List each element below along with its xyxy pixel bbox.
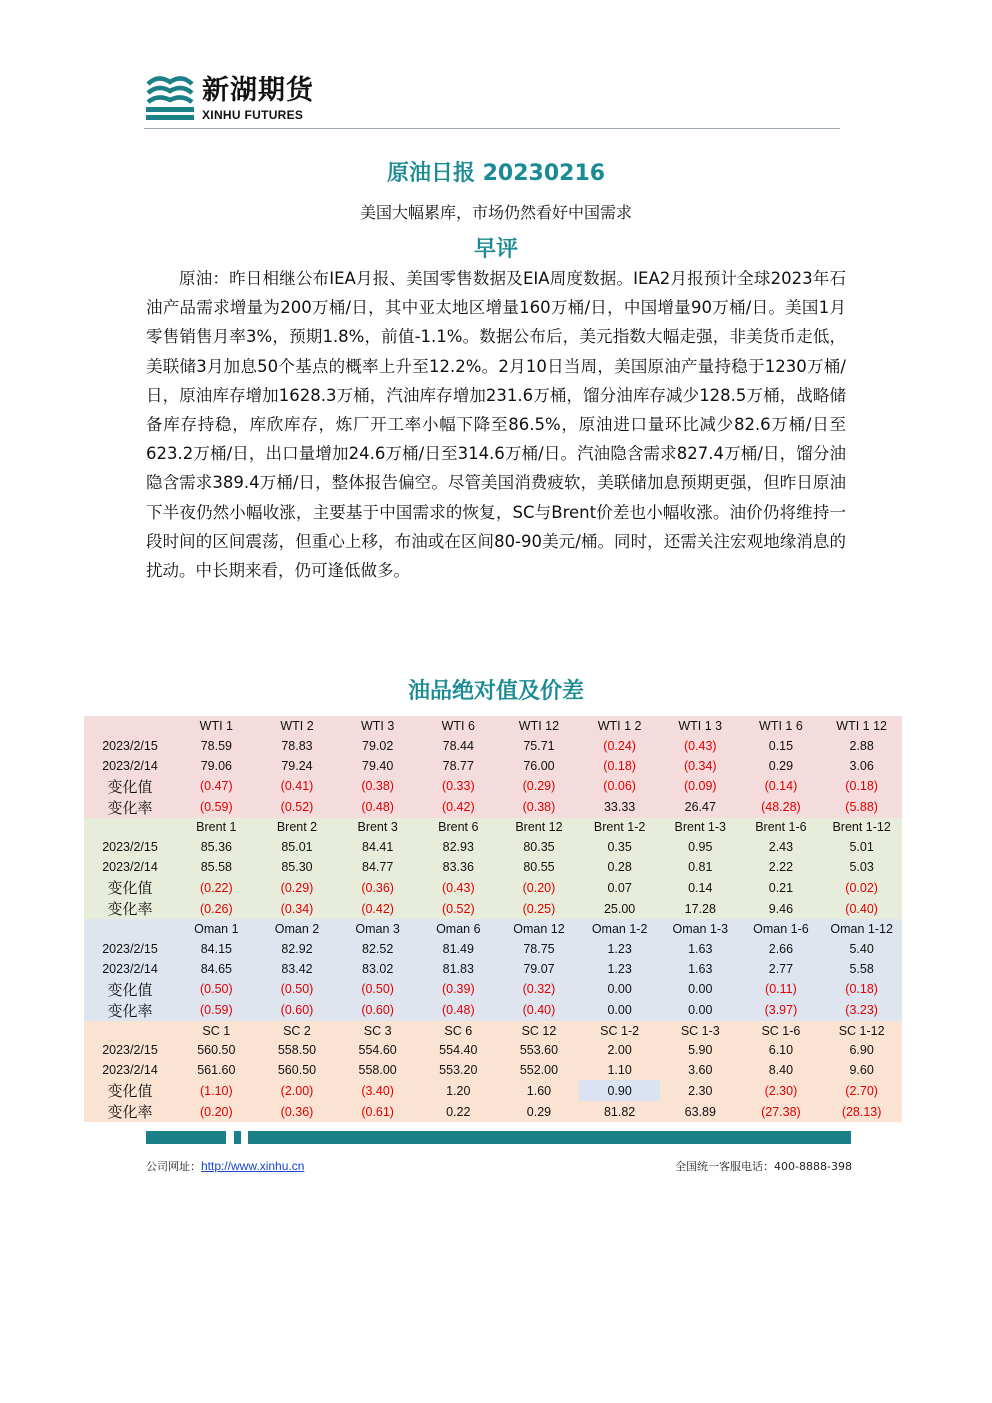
table-cell: 0.29 (499, 1101, 580, 1122)
column-header: Oman 1-6 (741, 919, 822, 939)
table-cell: 82.93 (418, 837, 499, 857)
table-cell: (0.34) (660, 756, 741, 776)
table-cell: (0.06) (579, 776, 660, 797)
row-label: 2023/2/14 (84, 959, 176, 979)
table-cell: (0.40) (499, 1000, 580, 1021)
table-cell: 554.60 (337, 1040, 418, 1060)
row-label: 变化率 (84, 898, 176, 919)
morning-heading: 早评 (473, 237, 518, 262)
table-cell: (0.20) (176, 1101, 257, 1122)
table-cell: (0.09) (660, 776, 741, 797)
table-cell: (27.38) (741, 1101, 822, 1122)
oman-header-row (84, 919, 902, 939)
column-header: Oman 6 (418, 919, 499, 939)
table-cell: 84.41 (337, 837, 418, 857)
table-cell: 81.82 (579, 1101, 660, 1122)
table-cell: (0.22) (176, 877, 257, 898)
table-row (84, 1080, 902, 1101)
corner-cell (84, 1021, 176, 1041)
table-row (84, 776, 902, 797)
table-cell: 553.60 (499, 1040, 580, 1060)
table-cell: (1.10) (176, 1080, 257, 1101)
table-cell: 0.00 (660, 1000, 741, 1021)
column-header: SC 12 (499, 1021, 580, 1041)
table-cell: 0.95 (660, 837, 741, 857)
table-cell: 84.77 (337, 857, 418, 877)
table-cell: (0.60) (257, 1000, 338, 1021)
wti-header-row (84, 716, 902, 736)
row-label: 2023/2/15 (84, 939, 176, 959)
table-cell: 560.50 (176, 1040, 257, 1060)
table-cell: 1.10 (579, 1060, 660, 1080)
table-row (84, 1000, 902, 1021)
logo-chinese-name: 新湖期货 (202, 75, 314, 106)
table-cell: 561.60 (176, 1060, 257, 1080)
column-header: Oman 1-2 (579, 919, 660, 939)
table-cell: 83.36 (418, 857, 499, 877)
table-cell: 0.07 (579, 877, 660, 898)
table-cell: (0.61) (337, 1101, 418, 1122)
table-cell: 78.75 (499, 939, 580, 959)
column-header: Brent 3 (337, 818, 418, 838)
table-cell: (0.29) (499, 776, 580, 797)
table-cell: 552.00 (499, 1060, 580, 1080)
row-label: 2023/2/14 (84, 756, 176, 776)
table-cell: (0.18) (821, 776, 902, 797)
table-cell: 5.03 (821, 857, 902, 877)
table-cell: 17.28 (660, 898, 741, 919)
table-cell: 1.63 (660, 959, 741, 979)
table-cell: (0.11) (741, 979, 822, 1000)
column-header: WTI 12 (499, 716, 580, 736)
table-cell: 6.90 (821, 1040, 902, 1060)
table-cell: (0.14) (741, 776, 822, 797)
column-header: Oman 1-3 (660, 919, 741, 939)
column-header: Brent 1-2 (579, 818, 660, 838)
table-cell: 9.60 (821, 1060, 902, 1080)
table-row (84, 1040, 902, 1060)
report-subtitle: 美国大幅累库，市场仍然看好中国需求 (359, 203, 632, 222)
column-header: SC 2 (257, 1021, 338, 1041)
table-cell: 1.20 (418, 1080, 499, 1101)
row-label: 2023/2/14 (84, 857, 176, 877)
sc-header-row (84, 1021, 902, 1041)
table-cell: 0.14 (660, 877, 741, 898)
column-header: Brent 12 (499, 818, 580, 838)
table-cell: 84.65 (176, 959, 257, 979)
table-cell: 83.42 (257, 959, 338, 979)
website-label: 公司网址： (146, 1160, 201, 1173)
table-cell: (5.88) (821, 797, 902, 818)
table-cell: (0.52) (418, 898, 499, 919)
table-cell: 553.20 (418, 1060, 499, 1080)
table-cell: (0.42) (337, 898, 418, 919)
table-cell: 80.55 (499, 857, 580, 877)
row-label: 变化率 (84, 1101, 176, 1122)
table-cell: 85.30 (257, 857, 338, 877)
table-cell: 3.60 (660, 1060, 741, 1080)
table-cell: 82.92 (257, 939, 338, 959)
table-row (84, 857, 902, 877)
table-cell: 1.23 (579, 939, 660, 959)
column-header: SC 1-3 (660, 1021, 741, 1041)
table-cell: (0.38) (499, 797, 580, 818)
table-cell: 76.00 (499, 756, 580, 776)
morning-commentary: 原油：昨日相继公布IEA月报、美国零售数据及EIA周度数据。IEA2月报预计全球2023年石油产品需求增量为200万桶/日，其中亚太地区增量160万桶/日，中国增量90万桶/日。美国1月零售销售月率3%，预期1.8%，前值-1.1%。数据公布后，美元指数大幅走强，非美货币走低，美联储3月加息50个基点的概率上升至12.2%。2月10日当周，美国原油产量持稳于1230万桶/日，原油库存增加1628.3万桶，汽油库存增加231.6万桶，馏分油库存减少128.5万桶，战略储备库存持稳，库欣库存，炼厂开工率小幅下降至86.5%，原油进口量环比减少82.6万桶/日至623.2万桶/日，出口量增加24.6万桶/日至314.6万桶/日。汽油隐含需求827.4万桶/日，馏分油隐含需求389.4万桶/日，整体报告偏空。尽管美国消费疲软，美联储加息预期更强，但昨日原油下半夜仍然小幅收涨，主要基于中国需求的恢复，SC与Brent价差也小幅收涨。油价仍将维持一段时间的区间震荡，但重心上移，布油或在区间80-90美元/桶。同时，还需关注宏观地缘消息的扰动。中长期来看，仍可逢低做多。 (146, 269, 846, 581)
table-cell: 558.50 (257, 1040, 338, 1060)
table-cell: (0.18) (579, 756, 660, 776)
column-header: SC 1-12 (821, 1021, 902, 1041)
table-cell: (0.41) (257, 776, 338, 797)
table-row (84, 979, 902, 1000)
table-cell: 558.00 (337, 1060, 418, 1080)
table-cell: 79.40 (337, 756, 418, 776)
table-row (84, 797, 902, 818)
table-cell: 5.58 (821, 959, 902, 979)
column-header: WTI 1 12 (821, 716, 902, 736)
table-cell: (0.29) (257, 877, 338, 898)
table-cell: 2.77 (741, 959, 822, 979)
column-header: Brent 1-12 (821, 818, 902, 838)
footer-bar-segment (146, 1131, 226, 1144)
column-header: Brent 2 (257, 818, 338, 838)
row-label: 变化值 (84, 877, 176, 898)
footer-bar-segment (234, 1131, 241, 1144)
footer-bar-segment (248, 1131, 851, 1144)
logo-english-name: XINHU FUTURES (202, 108, 304, 122)
table-cell: 0.29 (741, 756, 822, 776)
table-cell: (0.39) (418, 979, 499, 1000)
column-header: WTI 1 2 (579, 716, 660, 736)
table-cell: (0.20) (499, 877, 580, 898)
table-cell: 79.07 (499, 959, 580, 979)
table-cell: 0.28 (579, 857, 660, 877)
table-cell: 5.40 (821, 939, 902, 959)
table-cell: 3.06 (821, 756, 902, 776)
table-row (84, 898, 902, 919)
corner-cell (84, 716, 176, 736)
column-header: SC 1 (176, 1021, 257, 1041)
table-cell: 1.60 (499, 1080, 580, 1101)
row-label: 2023/2/15 (84, 736, 176, 756)
table-cell: 26.47 (660, 797, 741, 818)
table-cell: (0.50) (337, 979, 418, 1000)
column-header: WTI 2 (257, 716, 338, 736)
header-divider (144, 128, 840, 129)
column-header: SC 1-6 (741, 1021, 822, 1041)
column-header: Oman 1-12 (821, 919, 902, 939)
table-cell: (0.36) (337, 877, 418, 898)
table-cell: 78.83 (257, 736, 338, 756)
row-label: 变化值 (84, 979, 176, 1000)
report-title: 原油日报 20230216 (386, 161, 606, 186)
table-cell: (2.30) (741, 1080, 822, 1101)
table-cell: (2.70) (821, 1080, 902, 1101)
table-cell: (0.32) (499, 979, 580, 1000)
table-cell: (0.43) (660, 736, 741, 756)
table-cell: 81.49 (418, 939, 499, 959)
table-cell: 85.01 (257, 837, 338, 857)
table-cell: 1.23 (579, 959, 660, 979)
table-cell: (0.42) (418, 797, 499, 818)
table-cell: (0.52) (257, 797, 338, 818)
table-cell: 9.46 (741, 898, 822, 919)
website-link[interactable]: http://www.xinhu.cn (201, 1159, 305, 1173)
column-header: WTI 1 (176, 716, 257, 736)
table-cell: 0.00 (579, 979, 660, 1000)
brent-header-row (84, 818, 902, 838)
column-header: Oman 12 (499, 919, 580, 939)
table-cell: 84.15 (176, 939, 257, 959)
column-header: Brent 1-3 (660, 818, 741, 838)
table-cell: 1.63 (660, 939, 741, 959)
row-label: 变化率 (84, 797, 176, 818)
row-label: 变化率 (84, 1000, 176, 1021)
table-cell: (0.24) (579, 736, 660, 756)
table-cell: (0.48) (337, 797, 418, 818)
table-cell: 2.43 (741, 837, 822, 857)
table-cell: 8.40 (741, 1060, 822, 1080)
table-cell: 5.01 (821, 837, 902, 857)
table-cell: (0.60) (337, 1000, 418, 1021)
table-cell: 6.10 (741, 1040, 822, 1060)
table-cell: 2.22 (741, 857, 822, 877)
table-row (84, 1060, 902, 1080)
table-cell: (0.59) (176, 797, 257, 818)
table-cell: (2.00) (257, 1080, 338, 1101)
table-cell: 81.83 (418, 959, 499, 979)
table-row (84, 877, 902, 898)
table-cell: 0.35 (579, 837, 660, 857)
footer-bar (146, 1131, 851, 1144)
table-cell: 78.59 (176, 736, 257, 756)
table-cell: 79.06 (176, 756, 257, 776)
table-cell: 5.90 (660, 1040, 741, 1060)
column-header: Brent 1 (176, 818, 257, 838)
table-cell: (0.36) (257, 1101, 338, 1122)
column-header: SC 3 (337, 1021, 418, 1041)
footer-phone: 全国统一客服电话：400-8888-398 (675, 1160, 852, 1173)
table-cell: 0.22 (418, 1101, 499, 1122)
table-cell: 0.00 (660, 979, 741, 1000)
column-header: WTI 6 (418, 716, 499, 736)
column-header: SC 1-2 (579, 1021, 660, 1041)
table-cell: 0.15 (741, 736, 822, 756)
column-header: WTI 1 3 (660, 716, 741, 736)
column-header: Oman 3 (337, 919, 418, 939)
table-row (84, 959, 902, 979)
table-cell: 0.90 (579, 1080, 660, 1101)
table-cell: (0.38) (337, 776, 418, 797)
table-cell: 0.00 (579, 1000, 660, 1021)
table-cell: (3.23) (821, 1000, 902, 1021)
table-cell: (48.28) (741, 797, 822, 818)
table-cell: 0.21 (741, 877, 822, 898)
table-cell: 82.52 (337, 939, 418, 959)
table-row (84, 736, 902, 756)
row-label: 变化值 (84, 776, 176, 797)
table-cell: (0.50) (176, 979, 257, 1000)
table-cell: 0.81 (660, 857, 741, 877)
table-cell: (0.43) (418, 877, 499, 898)
table-cell: 85.58 (176, 857, 257, 877)
table-cell: 2.00 (579, 1040, 660, 1060)
table-row (84, 939, 902, 959)
table-cell: (0.02) (821, 877, 902, 898)
table-cell: 78.77 (418, 756, 499, 776)
table-cell: 79.24 (257, 756, 338, 776)
column-header: WTI 1 6 (741, 716, 822, 736)
column-header: Brent 1-6 (741, 818, 822, 838)
table-cell: (3.40) (337, 1080, 418, 1101)
column-header: Oman 2 (257, 919, 338, 939)
table-cell: 63.89 (660, 1101, 741, 1122)
table-cell: (0.40) (821, 898, 902, 919)
table-cell: (0.34) (257, 898, 338, 919)
table-cell: 554.40 (418, 1040, 499, 1060)
table-cell: (3.97) (741, 1000, 822, 1021)
table-cell: 25.00 (579, 898, 660, 919)
table-cell: 79.02 (337, 736, 418, 756)
xinhu-logo-icon (144, 72, 196, 124)
row-label: 变化值 (84, 1080, 176, 1101)
table-cell: (28.13) (821, 1101, 902, 1122)
table-cell: 2.88 (821, 736, 902, 756)
table-heading: 油品绝对值及价差 (407, 679, 584, 704)
table-row (84, 756, 902, 776)
table-cell: 75.71 (499, 736, 580, 756)
column-header: Brent 6 (418, 818, 499, 838)
table-cell: 560.50 (257, 1060, 338, 1080)
table-cell: (0.50) (257, 979, 338, 1000)
table-cell: 83.02 (337, 959, 418, 979)
table-cell: 33.33 (579, 797, 660, 818)
table-row (84, 1101, 902, 1122)
table-cell: (0.47) (176, 776, 257, 797)
table-cell: 80.35 (499, 837, 580, 857)
table-cell: (0.18) (821, 979, 902, 1000)
table-cell: 78.44 (418, 736, 499, 756)
table-cell: 85.36 (176, 837, 257, 857)
column-header: Oman 1 (176, 919, 257, 939)
table-cell: 2.30 (660, 1080, 741, 1101)
table-cell: (0.59) (176, 1000, 257, 1021)
row-label: 2023/2/14 (84, 1060, 176, 1080)
table-cell: (0.26) (176, 898, 257, 919)
column-header: WTI 3 (337, 716, 418, 736)
oil-price-table (84, 716, 902, 1122)
table-cell: (0.33) (418, 776, 499, 797)
corner-cell (84, 919, 176, 939)
column-header: SC 6 (418, 1021, 499, 1041)
table-cell: (0.25) (499, 898, 580, 919)
footer-website (146, 1158, 304, 1174)
table-row (84, 837, 902, 857)
row-label: 2023/2/15 (84, 837, 176, 857)
corner-cell (84, 818, 176, 838)
table-cell: 2.66 (741, 939, 822, 959)
table-cell: (0.48) (418, 1000, 499, 1021)
row-label: 2023/2/15 (84, 1040, 176, 1060)
